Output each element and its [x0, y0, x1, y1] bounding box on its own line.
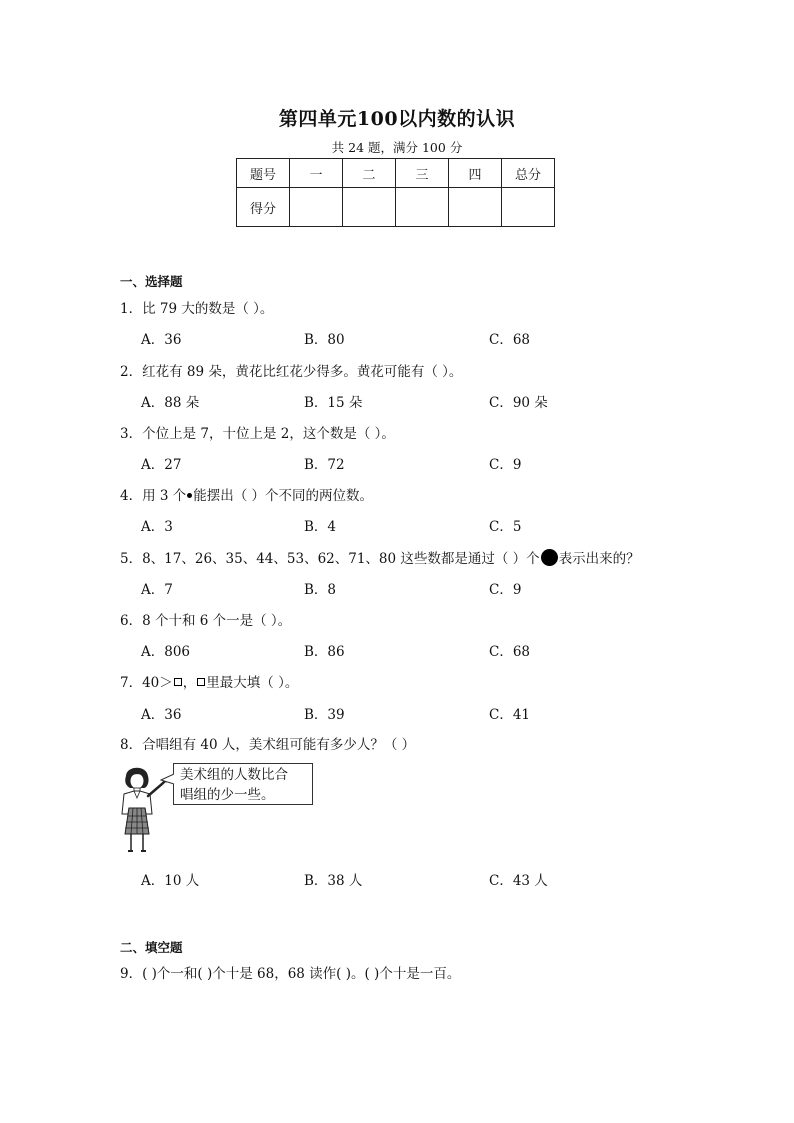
- question-4-text-a: 4．用 3 个: [120, 488, 187, 504]
- score-input-cell[interactable]: [396, 188, 449, 227]
- question-2: 2．红花有 89 朵，黄花比红花少得多。黄花可能有（ ）。: [120, 364, 463, 380]
- option-b[interactable]: B．72: [304, 457, 345, 473]
- option-a[interactable]: A．10 人: [141, 873, 200, 889]
- score-header-cell: 二: [343, 159, 396, 188]
- page-title: 第四单元100以内数的认识: [278, 108, 516, 130]
- question-9: 9．( )个一和( )个十是 68，68 读作( )。( )个十是一百。: [120, 966, 461, 982]
- score-header-cell: 总分: [502, 159, 555, 188]
- question-8: 8．合唱组有 40 人，美术组可能有多少人？（ ）: [120, 737, 416, 753]
- option-a[interactable]: A．27: [141, 457, 182, 473]
- option-b[interactable]: B．8: [304, 582, 337, 598]
- question-3: 3．个位上是 7，十位上是 2，这个数是（ ）。: [120, 426, 395, 442]
- score-input-cell[interactable]: [449, 188, 502, 227]
- option-c[interactable]: C．9: [489, 582, 522, 598]
- score-header-cell: 一: [290, 159, 343, 188]
- option-a[interactable]: A．3: [141, 519, 173, 535]
- question-4-text-b: 能摆出（ ）个不同的两位数。: [193, 488, 374, 504]
- option-b[interactable]: B．38 人: [304, 873, 363, 889]
- option-c[interactable]: C．90 朵: [489, 395, 548, 411]
- question-5-text-b: 表示出来的？: [558, 551, 640, 567]
- score-header-cell: 四: [449, 159, 502, 188]
- option-c[interactable]: C．43 人: [489, 873, 548, 889]
- score-header-cell: 三: [396, 159, 449, 188]
- question-7-text-a: 7．40＞: [120, 675, 173, 691]
- option-c[interactable]: C．5: [489, 519, 522, 535]
- option-b[interactable]: B．4: [304, 519, 337, 535]
- small-dot-icon: [187, 493, 192, 498]
- question-1: 1．比 79 大的数是（ ）。: [120, 301, 274, 317]
- option-c[interactable]: C．41: [489, 707, 531, 723]
- score-input-cell[interactable]: [502, 188, 555, 227]
- section-heading-fill: 二、填空题: [120, 940, 183, 955]
- speech-bubble-line: 美术组的人数比合: [180, 767, 288, 783]
- option-c[interactable]: C．68: [489, 644, 531, 660]
- speech-bubble-line: 唱组的少一些。: [180, 787, 275, 803]
- score-header-cell: 题号: [237, 159, 290, 188]
- speech-bubble-tail-icon: [160, 772, 175, 788]
- speech-bubble: [173, 763, 313, 805]
- score-table: [236, 158, 555, 227]
- question-5-text-a: 5．8、17、26、35、44、53、62、71、80 这些数都是通过（ ）个: [120, 551, 540, 567]
- option-a[interactable]: A．7: [141, 582, 173, 598]
- option-a[interactable]: A．806: [141, 644, 191, 660]
- option-a[interactable]: A．88 朵: [141, 395, 200, 411]
- option-c[interactable]: C．9: [489, 457, 522, 473]
- question-5: [120, 547, 640, 567]
- blank-box-icon: [174, 678, 182, 686]
- score-input-cell[interactable]: [343, 188, 396, 227]
- score-row-label: 得分: [237, 188, 290, 227]
- question-7-text-c: 里最大填（ ）。: [206, 675, 299, 691]
- question-6: 6．8 个十和 6 个一是（ ）。: [120, 613, 292, 629]
- blank-box-icon: [197, 678, 205, 686]
- option-b[interactable]: B．86: [304, 644, 345, 660]
- black-bead-icon: [541, 549, 558, 566]
- option-a[interactable]: A．36: [141, 332, 182, 348]
- option-b[interactable]: B．80: [304, 332, 345, 348]
- question-4: [120, 484, 373, 504]
- option-b[interactable]: B．39: [304, 707, 345, 723]
- section-heading-choice: 一、选择题: [120, 274, 183, 289]
- option-c[interactable]: C．68: [489, 332, 531, 348]
- question-7: [120, 671, 298, 691]
- option-b[interactable]: B．15 朵: [304, 395, 363, 411]
- question-7-text-b: ，: [182, 675, 197, 691]
- option-a[interactable]: A．36: [141, 707, 182, 723]
- page-subtitle: 共 24 题，满分 100 分: [331, 140, 463, 155]
- score-input-cell[interactable]: [290, 188, 343, 227]
